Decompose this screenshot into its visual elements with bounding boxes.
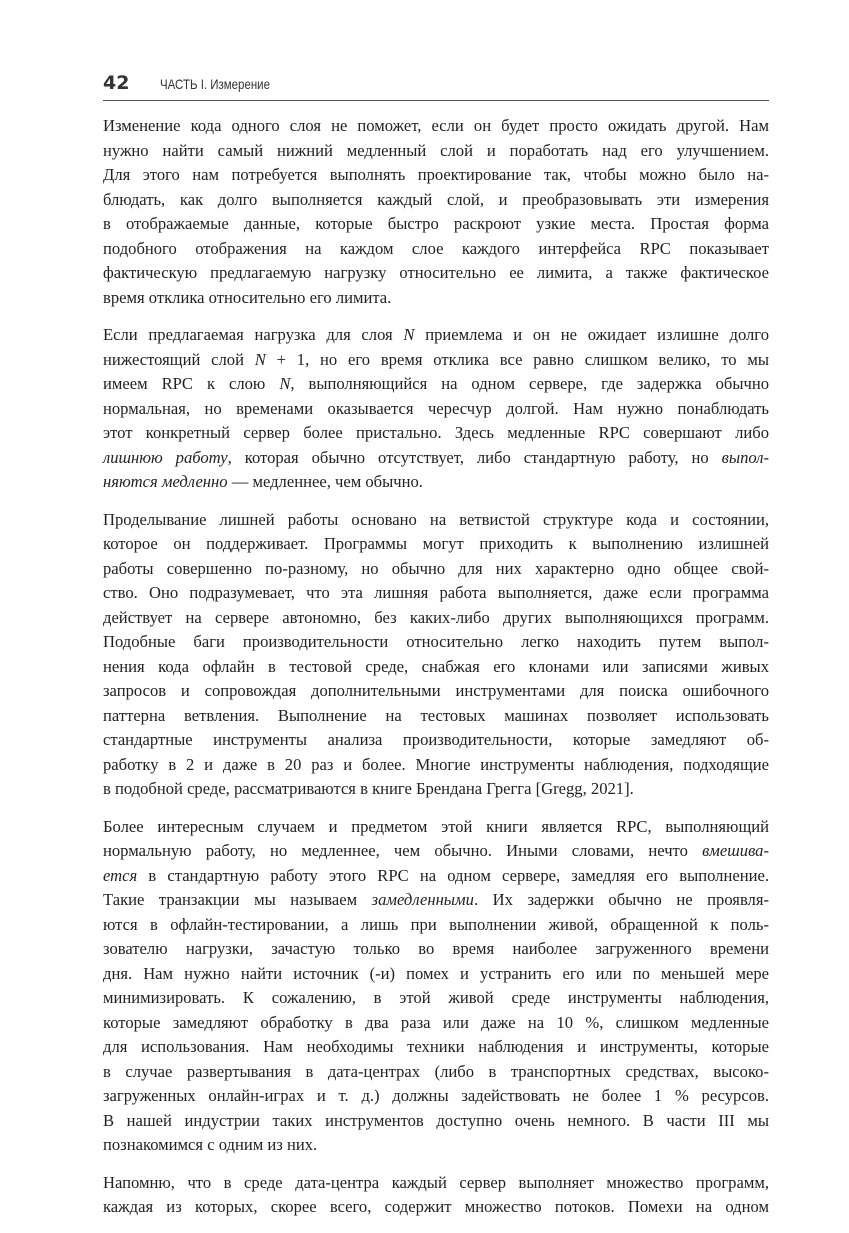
text-segment: для использования. Нам необходимы техники наблюдения и инструменты, которые [103,1037,769,1056]
text-line [103,815,769,840]
text-line [103,655,769,680]
text-line [103,557,769,582]
text-segment: действует на сервере автономно, без каких-либо других выполняющихся программ. [103,607,769,627]
italic-text: вмешива- [702,841,769,860]
text-segment: нормальную работу, но медленнее, чем обычно. Иными словами, нечто [103,841,703,860]
text-segment: стандартные инструменты анализа производительности, которые замедляют об- [103,730,769,749]
italic-text: замедленными [371,890,474,909]
text-line [103,446,769,471]
text-line [103,372,769,397]
text-segment: + 1, но его время отклика все равно слишком велико, то мы [265,349,769,369]
text-line [103,163,769,188]
italic-text: лишнюю работу [103,447,228,467]
text-line [103,679,769,704]
text-line [103,114,769,139]
text-line [103,532,769,557]
text-segment: в подобной среде, рассматриваются в книге Брендана Грегга [Gregg, 2021]. [103,779,634,798]
italic-text: N [279,374,291,393]
text-line [103,937,769,962]
text-segment: каждая из которых, скорее всего, содержит множество потоков. Помехи на одном [103,1197,769,1216]
paragraph [103,114,769,310]
text-segment: нужно найти самый нижний медленный слой и поработать над его улучшением. [103,140,769,160]
text-line [103,704,769,729]
text-segment: паттерна ветвления. Выполнение на тестовых машинах позволяет использовать [103,705,769,725]
text-line [103,1133,769,1158]
text-segment: работку в 2 и даже в 20 раз и более. Многие инструменты наблюдения, подходящие [103,754,769,774]
text-segment: запросов и сопровождая дополнительными инструментами для поиска ошибочного [103,681,769,700]
text-line [103,986,769,1011]
text-segment: имеем RPC к слою [103,374,280,393]
text-line [103,839,769,864]
text-segment: Изменение кода одного слоя не поможет, если он будет просто ожидать другой. Нам [103,116,769,135]
text-line [103,348,769,373]
text-segment: приемлема и он не ожидает излишне долго [414,325,769,344]
italic-text: N [403,325,415,344]
text-line [103,864,769,889]
text-segment: в отображаемые данные, которые быстро раскроют узкие места. Простая форма [103,214,769,233]
paragraph [103,508,769,802]
text-segment: — медленнее, чем обычно. [227,472,423,491]
italic-text: няются медленно [103,472,228,491]
text-line [103,606,769,631]
text-segment: минимизировать. К сожалению, в этой живой среде инструменты наблюдения, [103,988,769,1007]
text-segment: дня. Нам нужно найти источник (-и) помех и устранить его или по меньшей мере [103,963,769,983]
text-segment: загруженных онлайн-играх и т. д.) должны задействовать не более 1 % ресурсов. [103,1086,769,1105]
text-line [103,913,769,938]
text-segment: нижестоящий слой [103,349,255,369]
text-segment: которые замедляют обработку в два раза или даже на 10 %, слишком медленные [103,1012,769,1032]
italic-text: ется [103,865,138,885]
text-line [103,728,769,753]
text-line [103,1109,769,1134]
text-line [103,888,769,913]
page-number: 42 [103,72,130,94]
text-segment: в стандартную работу этого RPC на одном сервере, замедляя его выполнение. [137,865,769,885]
text-line [103,508,769,533]
text-segment: зователю нагрузки, зачастую только во время наиболее загруженного времени [103,939,769,958]
text-segment: этот конкретный сервер более пристально. Здесь медленные RPC совершают либо [103,423,769,442]
text-segment: работы совершенно по-разному, но обычно для них характерно одно общее свой- [103,558,769,578]
text-line [103,1195,769,1220]
text-segment: фактическую предлагаемую нагрузку относительно ее лимита, а также фактическое [103,263,769,282]
text-segment: ются в офлайн-тестировании, а лишь при выполнении живой, обращенной к поль- [103,914,769,934]
text-segment: которое он поддерживает. Программы могут приходить к выполнению излишней [103,534,769,553]
text-segment: познакомимся с одним из них. [103,1135,318,1154]
text-segment: ство. Оно подразумевает, что эта лишняя работа выполняется, даже если программа [103,583,769,602]
text-line [103,188,769,213]
text-segment: Такие транзакции мы называем [103,890,372,909]
text-segment: Если предлагаемая нагрузка для слоя [103,325,404,344]
text-segment: подобного отображения на каждом слое каждого интерфейса RPC показывает [103,238,769,258]
paragraph [103,323,769,495]
text-line [103,1011,769,1036]
text-segment: нения кода офлайн в тестовой среде, снабжая его клонами или записями живых [103,656,769,676]
text-segment: Для этого нам потребуется выполнять проектирование так, чтобы можно было на- [103,165,769,184]
paragraph [103,1171,769,1220]
running-title: ЧАСТЬ I. Измерение [160,76,270,92]
text-line [103,962,769,987]
text-line [103,1171,769,1196]
text-line [103,286,769,311]
text-line [103,261,769,286]
running-header [103,70,769,101]
text-line [103,630,769,655]
text-segment: Подобные баги производительности относительно легко находить путем выпол- [103,632,769,651]
text-segment: Напомню, что в среде дата-центра каждый сервер выполняет множество программ, [103,1172,769,1192]
text-segment: Более интересным случаем и предметом этой книги является RPC, выполняющий [103,816,769,836]
text-segment: В нашей индустрии таких инструментов доступно очень немного. В части III мы [103,1110,769,1130]
text-line [103,470,769,495]
paragraph [103,815,769,1158]
text-line [103,1084,769,1109]
text-line [103,139,769,164]
text-line [103,212,769,237]
text-segment: время отклика относительно его лимита. [103,287,392,307]
text-line [103,1060,769,1085]
text-segment: , выполняющийся на одном сервере, где задержка обычно [290,374,769,393]
text-line [103,237,769,262]
page-body [103,114,769,1233]
text-segment: Проделывание лишней работы основано на ветвистой структуре кода и состоянии, [103,509,769,529]
text-segment: . Их задержки обычно не проявля- [473,890,769,909]
text-segment: , которая обычно отсутствует, либо стандартную работу, но [227,447,722,467]
italic-text: N [254,349,266,369]
text-segment: в случае развертывания в дата-центрах (либо в транспортных средствах, высоко- [103,1061,769,1081]
text-segment: нормальная, но временами оказывается чересчур долгой. Нам нужно понаблюдать [103,398,769,418]
text-segment: блюдать, как долго выполняется каждый слой, и преобразовывать эти измерения [103,189,769,209]
text-line [103,323,769,348]
text-line [103,777,769,802]
text-line [103,397,769,422]
italic-text: выпол- [721,447,770,467]
text-line [103,581,769,606]
text-line [103,1035,769,1060]
text-line [103,421,769,446]
text-line [103,753,769,778]
